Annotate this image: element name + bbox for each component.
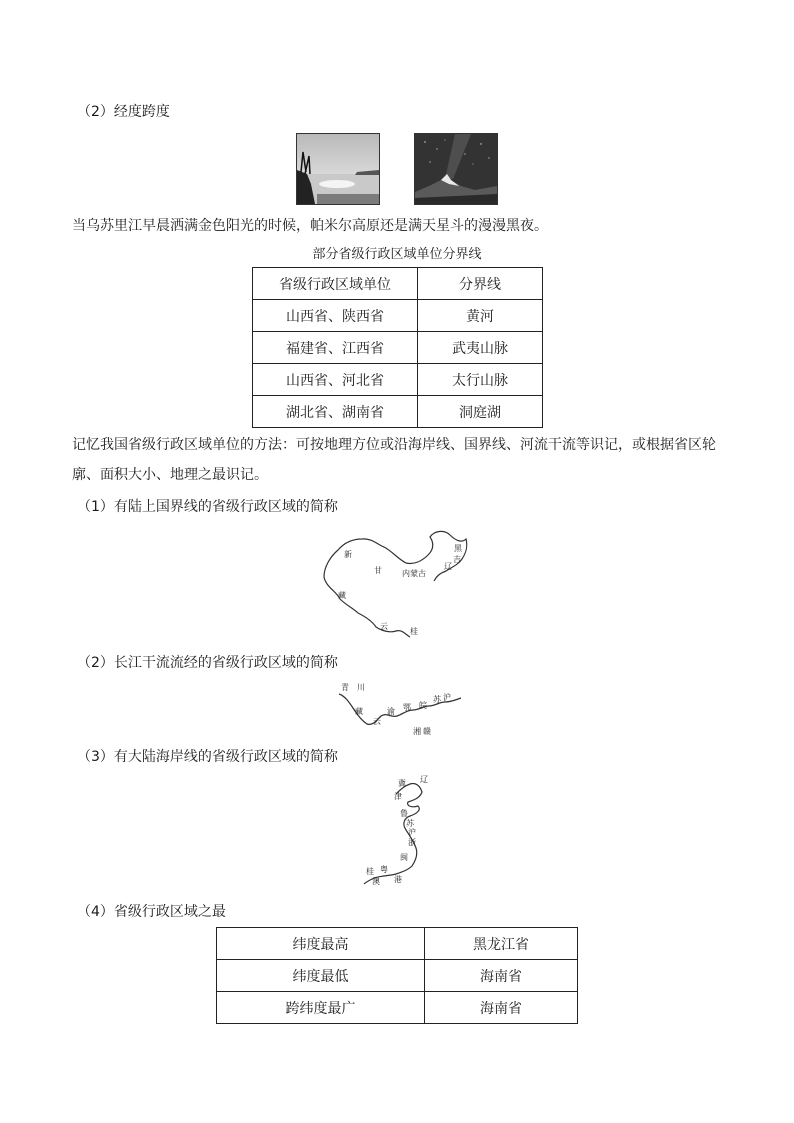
land-border-line xyxy=(324,531,467,637)
table-row xyxy=(253,364,543,396)
map-label: 藏 xyxy=(355,707,363,716)
table-header-cell: 省级行政区域单位 xyxy=(253,268,418,300)
table-row xyxy=(253,396,543,428)
map-label: 甘 xyxy=(374,566,382,575)
table-cell: 纬度最高 xyxy=(217,928,425,960)
map-label: 云 xyxy=(373,717,381,726)
table-row xyxy=(217,992,578,1024)
map-label: 苏 xyxy=(433,695,441,704)
map-label: 川 xyxy=(357,683,365,692)
map-label: 云 xyxy=(380,622,388,631)
table-row xyxy=(253,332,543,364)
map-label: 皖 xyxy=(419,701,427,710)
map-label: 浙 xyxy=(408,838,416,847)
yangtze-provinces-map xyxy=(335,680,465,740)
border-provinces-map xyxy=(316,525,476,640)
map-label: 青 xyxy=(341,683,349,692)
coast-section-heading: （3）有大陆海岸线的省级行政区域的简称 xyxy=(77,749,338,765)
map-label: 内蒙古 xyxy=(402,569,426,578)
map-label: 黑 xyxy=(454,544,462,553)
table-cell: 太行山脉 xyxy=(418,364,543,396)
table-row xyxy=(217,960,578,992)
longitude-heading: （2）经度跨度 xyxy=(77,104,170,120)
map-label: 吉 xyxy=(453,555,461,564)
map-label: 津 xyxy=(394,792,402,801)
table-header-row xyxy=(253,268,543,300)
map-label: 鄂 xyxy=(403,703,411,712)
yangtze-section-heading: （2）长江干流流经的省级行政区域的简称 xyxy=(77,655,338,671)
map-label: 辽 xyxy=(444,562,452,571)
map-label: 粤 xyxy=(380,865,388,874)
map-label: 渝 xyxy=(387,707,395,716)
extremes-table xyxy=(216,927,578,1024)
table-cell: 黑龙江省 xyxy=(425,928,578,960)
boundary-table-title: 部分省级行政区域单位分界线 xyxy=(312,247,482,262)
map-label: 港 xyxy=(394,875,402,884)
table-header-cell: 分界线 xyxy=(418,268,543,300)
map-label: 新 xyxy=(344,550,352,559)
map-label: 冀 xyxy=(398,779,406,788)
map-label: 鲁 xyxy=(400,809,408,818)
table-cell: 海南省 xyxy=(425,992,578,1024)
table-cell: 洞庭湖 xyxy=(418,396,543,428)
coast-provinces-map xyxy=(360,772,450,887)
wusuli-river-photo xyxy=(296,133,380,205)
table-cell: 海南省 xyxy=(425,960,578,992)
map-label: 桂 xyxy=(410,627,418,636)
pamir-night-photo xyxy=(414,133,498,205)
table-cell: 武夷山脉 xyxy=(418,332,543,364)
table-cell: 黄河 xyxy=(418,300,543,332)
boundary-table xyxy=(252,267,543,428)
table-cell: 福建省、江西省 xyxy=(253,332,418,364)
map-label: 沪 xyxy=(408,828,416,837)
map-label: 澳 xyxy=(372,877,380,886)
border-section-heading: （1）有陆上国界线的省级行政区域的简称 xyxy=(77,499,338,515)
table-cell: 跨纬度最广 xyxy=(217,992,425,1024)
map-label: 辽 xyxy=(420,775,428,784)
map-label: 湘 xyxy=(413,727,421,736)
table-row xyxy=(217,928,578,960)
table-cell: 山西省、河北省 xyxy=(253,364,418,396)
map-label: 藏 xyxy=(338,591,346,600)
map-label: 苏 xyxy=(406,819,414,828)
table-cell: 湖北省、湖南省 xyxy=(253,396,418,428)
table-row xyxy=(253,300,543,332)
longitude-caption: 当乌苏里江早晨洒满金色阳光的时候，帕米尔高原还是满天星斗的漫漫黑夜。 xyxy=(72,218,548,234)
table-cell: 山西省、陕西省 xyxy=(253,300,418,332)
map-label: 沪 xyxy=(443,693,451,702)
memory-method-paragraph: 记忆我国省级行政区域单位的方法：可按地理方位或沿海岸线、国界线、河流干流等识记，或根据省区轮廓、面积大小、地理之最识记。 xyxy=(72,437,716,483)
map-label: 赣 xyxy=(423,727,431,736)
table-cell: 纬度最低 xyxy=(217,960,425,992)
map-label: 桂 xyxy=(366,867,374,876)
extremes-section-heading: （4）省级行政区域之最 xyxy=(77,904,226,920)
map-label: 闽 xyxy=(400,853,408,862)
